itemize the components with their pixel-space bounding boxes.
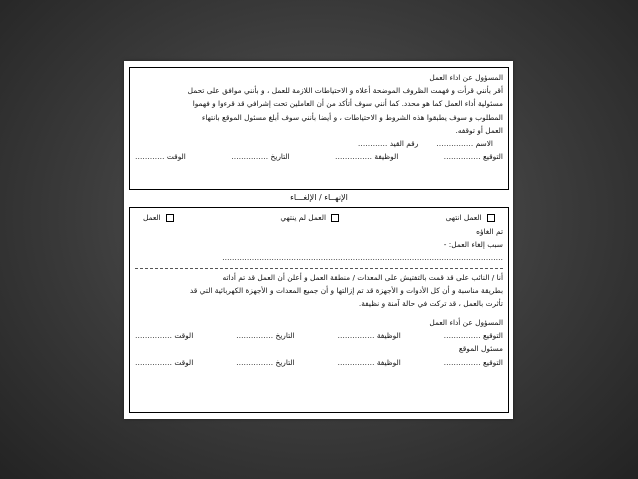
confirm-line-2: بطريقة مناسبة و أن كل الأدوات و الأجهزة قد تم إزالتها و أن جميع المعدات و الأجهزة الكهربائية التي قد <box>189 285 503 295</box>
site-time-field <box>135 356 193 369</box>
site-signature-label: التوقيع <box>482 357 503 367</box>
resp-time-label: الوقت <box>174 331 194 341</box>
responsible-title: المسؤول عن أداء العمل <box>429 318 503 328</box>
option-finished[interactable] <box>446 211 495 225</box>
site-signature-field <box>444 356 503 369</box>
signature-dots: …………… <box>443 152 481 162</box>
resp-time-field <box>135 329 193 342</box>
status-options <box>135 211 503 225</box>
section-title: المسؤول عن اداء العمل <box>429 73 503 82</box>
job-dots: …………… <box>335 152 372 162</box>
name-dots: …………… <box>436 139 474 149</box>
resp-signature-field <box>444 329 503 342</box>
declaration-line-2: مسئولية أداء العمل كما هو محدد. كما أنني سوف أتأكد من أن العاملين تحت إشرافي قد قرءوا و فهموا <box>192 99 503 109</box>
declaration-line-1: أقر بأنني قرأت و فهمت الظروف الموضحة أعلاه و الاحتياطات اللازمة للعمل ، و بأنني موافق على تحمل <box>187 86 503 96</box>
name-id-row <box>135 137 503 150</box>
site-time-dots: …………… <box>135 357 172 367</box>
site-job-dots: …………… <box>337 357 375 367</box>
site-date-dots: …………… <box>236 357 274 367</box>
confirm-line-3: تأثرت بالعمل ، قد تركت في حالة آمنة و نظيفة. <box>358 299 503 309</box>
resp-date-field <box>236 329 295 342</box>
site-title: مسئول الموقع <box>458 344 503 354</box>
checkbox-icon[interactable] <box>331 214 339 222</box>
separator <box>135 268 503 269</box>
option-not-finished-label: العمل لم ينتهي <box>280 213 327 222</box>
site-time-label: الوقت <box>174 357 194 367</box>
termination-divider: الإنهــاء / الإلغـــاء <box>290 193 348 202</box>
id-field <box>358 137 418 150</box>
date-dots: …………… <box>231 152 269 162</box>
job-field <box>335 150 398 163</box>
declaration-line-4: العمل أو توقفه. <box>455 125 503 135</box>
declaration-line-3: المطلوب و سوف يطبقوا هذه الشروط و الاحتياطات ، و أيضا بأنني سوف أبلغ مسئول الموقع بانتهاء <box>201 112 503 122</box>
name-field <box>436 137 493 150</box>
reason-line: سبب إلغاء العمل: - <box>443 240 503 250</box>
checkbox-icon[interactable] <box>166 214 174 222</box>
responsible-section <box>129 67 509 190</box>
resp-job-dots: …………… <box>337 331 375 341</box>
document-page <box>124 61 513 419</box>
resp-date-label: التاريخ <box>275 331 295 341</box>
site-signature-dots: …………… <box>443 357 481 367</box>
cancelled-line: تم الغاؤه <box>476 227 503 236</box>
confirm-line-1: أنا / النائب على قد قمت بالتفتيش على المعدات / منطقة العمل و أعلن أن العمل قد تم أداته <box>222 272 503 282</box>
responsible-signature-row <box>135 329 503 342</box>
resp-time-dots: …………… <box>135 331 172 341</box>
option-not-finished[interactable] <box>280 211 339 225</box>
signature-field <box>444 150 503 163</box>
resp-job-label: الوظيفة <box>376 331 401 341</box>
time-dots: ………… <box>135 152 165 162</box>
option-finished-label: العمل انتهى <box>445 213 482 222</box>
option-work[interactable] <box>143 211 174 225</box>
termination-section <box>129 207 509 413</box>
resp-date-dots: …………… <box>236 331 274 341</box>
resp-job-field <box>338 329 401 342</box>
site-date-label: التاريخ <box>275 357 295 367</box>
job-label: الوظيفة <box>374 152 399 162</box>
resp-signature-dots: …………… <box>443 331 481 341</box>
option-work-label: العمل <box>143 213 161 222</box>
signature-row <box>135 150 503 163</box>
date-field <box>231 150 290 163</box>
site-date-field <box>236 356 295 369</box>
signature-label: التوقيع <box>482 152 503 162</box>
id-label: رقم القيد <box>389 139 419 149</box>
time-label: الوقت <box>166 152 186 162</box>
id-dots: ………… <box>357 139 388 149</box>
site-signature-row <box>135 356 503 369</box>
time-field <box>135 150 186 163</box>
site-job-label: الوظيفة <box>376 357 401 367</box>
date-label: التاريخ <box>270 152 290 162</box>
checkbox-icon[interactable] <box>487 214 495 222</box>
reason-dots: …………………………………………………………………………………………………… <box>222 253 503 263</box>
site-job-field <box>338 356 401 369</box>
resp-signature-label: التوقيع <box>482 331 503 341</box>
name-label: الاسم <box>475 139 493 149</box>
